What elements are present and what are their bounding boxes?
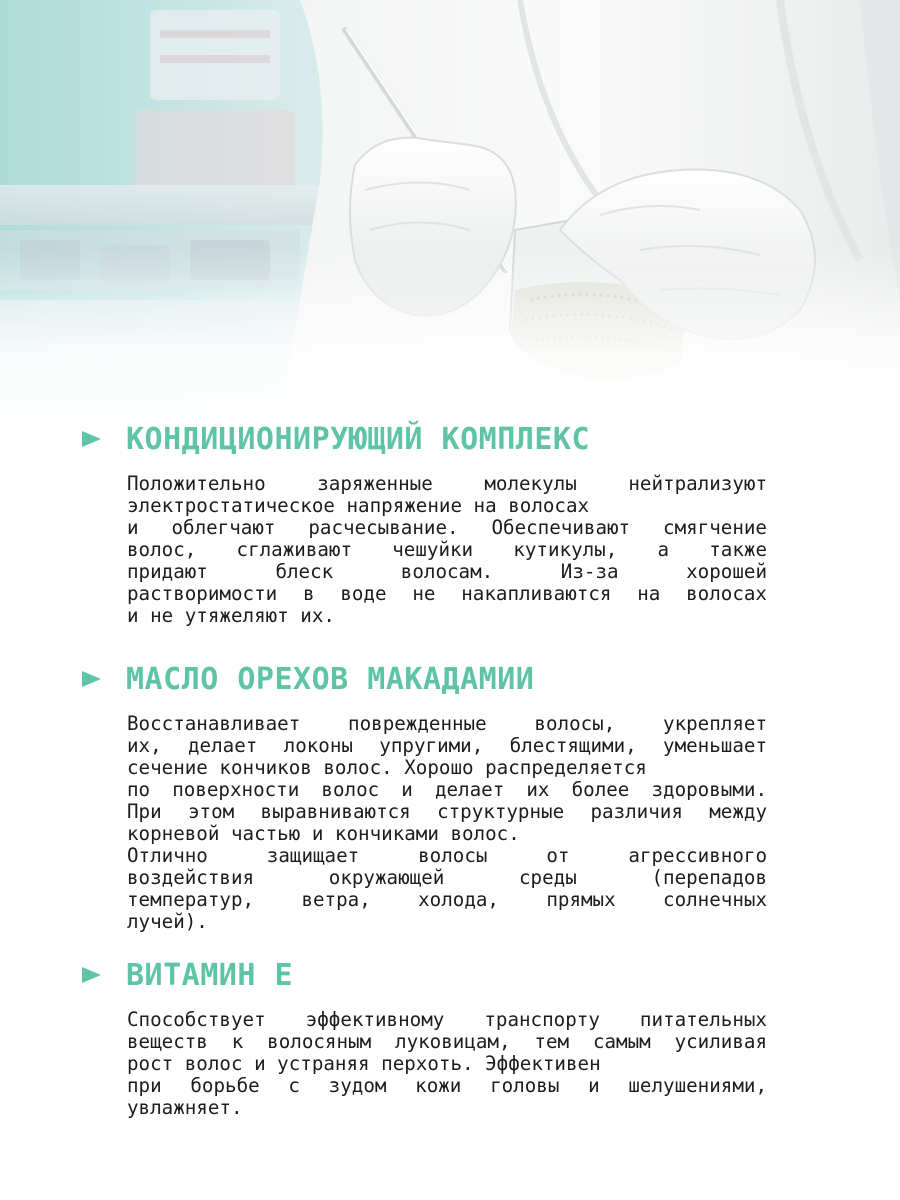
section-header <box>82 955 772 995</box>
paragraph-line: При этом выравниваются структурные различия между <box>127 801 767 823</box>
paragraph-line: их, делает локоны упругими, блестящими, уменьшает <box>127 735 767 757</box>
hero-fade-overlay <box>0 250 900 420</box>
section-macadamia-oil <box>82 659 772 933</box>
paragraph-line: корневой частью и кончиками волос. <box>127 823 520 845</box>
paragraph-line: увлажняет. <box>127 1097 243 1119</box>
section-body <box>127 473 767 627</box>
section-vitamin-e <box>82 955 772 1119</box>
paragraph-line: веществ к волосяным луковицам, тем самым усиливая <box>127 1031 767 1053</box>
paragraph-line: температур, ветра, холода, прямых солнечных <box>127 889 767 911</box>
section-title: КОНДИЦИОНИРУЮЩИЙ КОМПЛЕКС <box>126 421 591 457</box>
paragraph-line: по поверхности волос и делает их более здоровыми. <box>127 779 767 801</box>
hero-lab-photo <box>0 0 900 420</box>
section-title: ВИТАМИН Е <box>126 957 294 993</box>
paragraph-line: и не утяжеляют их. <box>127 605 335 627</box>
paragraph-line: Отлично защищает волосы от агрессивного <box>127 845 767 867</box>
paragraph-line: Восстанавливает поврежденные волосы, укрепляет <box>127 713 767 735</box>
triangle-bullet-icon <box>82 671 101 687</box>
section-header <box>82 419 772 459</box>
paragraph-line: сечение кончиков волос. Хорошо распределяется <box>127 757 647 779</box>
paragraph-line: растворимости в воде не накапливаются на волосах <box>127 583 767 605</box>
paragraph-line: волос, сглаживают чешуйки кутикулы, а также <box>127 539 767 561</box>
paragraph-line: воздействия окружающей среды (перепадов <box>127 867 767 889</box>
paragraph-line: электростатическое напряжение на волосах <box>127 495 590 517</box>
triangle-bullet-icon <box>82 967 101 983</box>
paragraph-line: придают блеск волосам. Из-за хорошей <box>127 561 767 583</box>
triangle-bullet-icon <box>82 431 101 447</box>
paragraph-line: Способствует эффективному транспорту питательных <box>127 1009 767 1031</box>
paragraph-line: при борьбе с зудом кожи головы и шелушениями, <box>127 1075 767 1097</box>
paragraph-line: Положительно заряженные молекулы нейтрализуют <box>127 473 767 495</box>
section-body <box>127 1009 767 1119</box>
section-title: МАСЛО ОРЕХОВ МАКАДАМИИ <box>126 661 535 697</box>
section-body <box>127 713 767 933</box>
section-conditioning-complex <box>82 419 772 627</box>
paragraph-line: рост волос и устраняя перхоть. Эффективен <box>127 1053 601 1075</box>
paragraph-line: лучей). <box>127 911 208 933</box>
section-header <box>82 659 772 699</box>
paragraph-line: и облегчают расчесывание. Обеспечивают смягчение <box>127 517 767 539</box>
